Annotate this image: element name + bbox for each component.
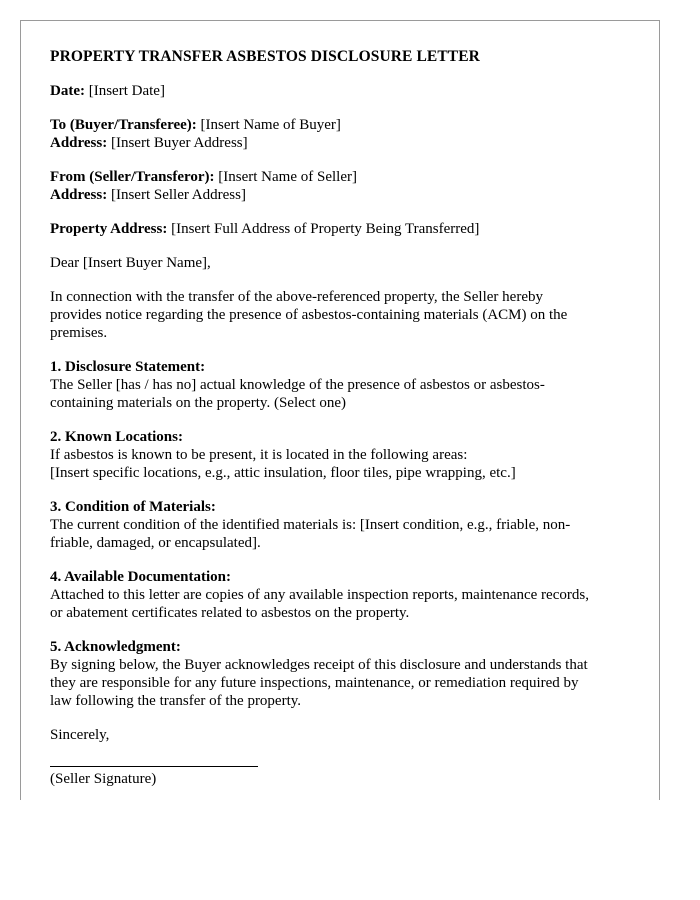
from-address-label: Address: xyxy=(50,187,108,203)
section-documentation xyxy=(50,568,635,622)
property-label: Property Address: xyxy=(50,221,168,237)
section-locations xyxy=(50,428,635,482)
section-heading: 2. Known Locations: xyxy=(50,429,183,445)
section-line: The current condition of the identified materials is: [Insert condition, e.g., friable, non- xyxy=(50,517,571,533)
section-heading: 5. Acknowledgment: xyxy=(50,639,181,655)
to-address-line xyxy=(50,134,635,152)
section-line: containing materials on the property. (Select one) xyxy=(50,395,347,411)
closing: Sincerely, xyxy=(50,727,110,743)
section-line: or abatement certificates related to asbestos on the property. xyxy=(50,605,410,621)
from-address-value: [Insert Seller Address] xyxy=(110,187,246,203)
from-address-line xyxy=(50,186,635,204)
to-block xyxy=(50,116,635,152)
section-line: friable, damaged, or encapsulated]. xyxy=(50,535,261,551)
section-line: they are responsible for any future inspections, maintenance, or remediation required by xyxy=(50,675,579,691)
section-acknowledgment xyxy=(50,638,635,710)
property-value: [Insert Full Address of Property Being Transferred] xyxy=(171,221,480,237)
section-heading: 1. Disclosure Statement: xyxy=(50,359,206,375)
intro-line: provides notice regarding the presence of asbestos-containing materials (ACM) on the xyxy=(50,307,568,323)
letter-content xyxy=(50,48,635,788)
salutation: Dear [Insert Buyer Name], xyxy=(50,255,211,271)
section-line: The Seller [has / has no] actual knowledge of the presence of asbestos or asbestos- xyxy=(50,377,545,393)
intro-line: In connection with the transfer of the above-referenced property, the Seller hereby xyxy=(50,289,543,305)
from-line xyxy=(50,168,635,186)
to-line xyxy=(50,116,635,134)
property-line xyxy=(50,220,635,238)
section-line: Attached to this letter are copies of any available inspection reports, maintenance records, xyxy=(50,587,589,603)
signature-line xyxy=(50,766,258,767)
section-condition xyxy=(50,498,635,552)
date-line xyxy=(50,82,635,100)
to-address-value: [Insert Buyer Address] xyxy=(110,135,248,151)
section-heading: 4. Available Documentation: xyxy=(50,569,231,585)
section-line: law following the transfer of the property. xyxy=(50,693,302,709)
section-line: [Insert specific locations, e.g., attic insulation, floor tiles, pipe wrapping, etc.] xyxy=(50,465,516,481)
letter-page xyxy=(20,20,660,800)
section-line: By signing below, the Buyer acknowledges receipt of this disclosure and understands that xyxy=(50,657,588,673)
intro-paragraph xyxy=(50,288,635,342)
intro-line: premises. xyxy=(50,325,108,341)
from-value: [Insert Name of Seller] xyxy=(218,169,357,185)
section-disclosure xyxy=(50,358,635,412)
to-address-label: Address: xyxy=(50,135,108,151)
section-heading: 3. Condition of Materials: xyxy=(50,499,216,515)
letter-title: PROPERTY TRANSFER ASBESTOS DISCLOSURE LETTER xyxy=(50,48,480,65)
to-label: To (Buyer/Transferee): xyxy=(50,117,197,133)
to-value: [Insert Name of Buyer] xyxy=(200,117,341,133)
date-value: [Insert Date] xyxy=(88,83,165,99)
section-line: If asbestos is known to be present, it is located in the following areas: xyxy=(50,447,468,463)
date-label: Date: xyxy=(50,83,85,99)
signature-caption: (Seller Signature) xyxy=(50,771,157,787)
from-block xyxy=(50,168,635,204)
from-label: From (Seller/Transferor): xyxy=(50,169,215,185)
